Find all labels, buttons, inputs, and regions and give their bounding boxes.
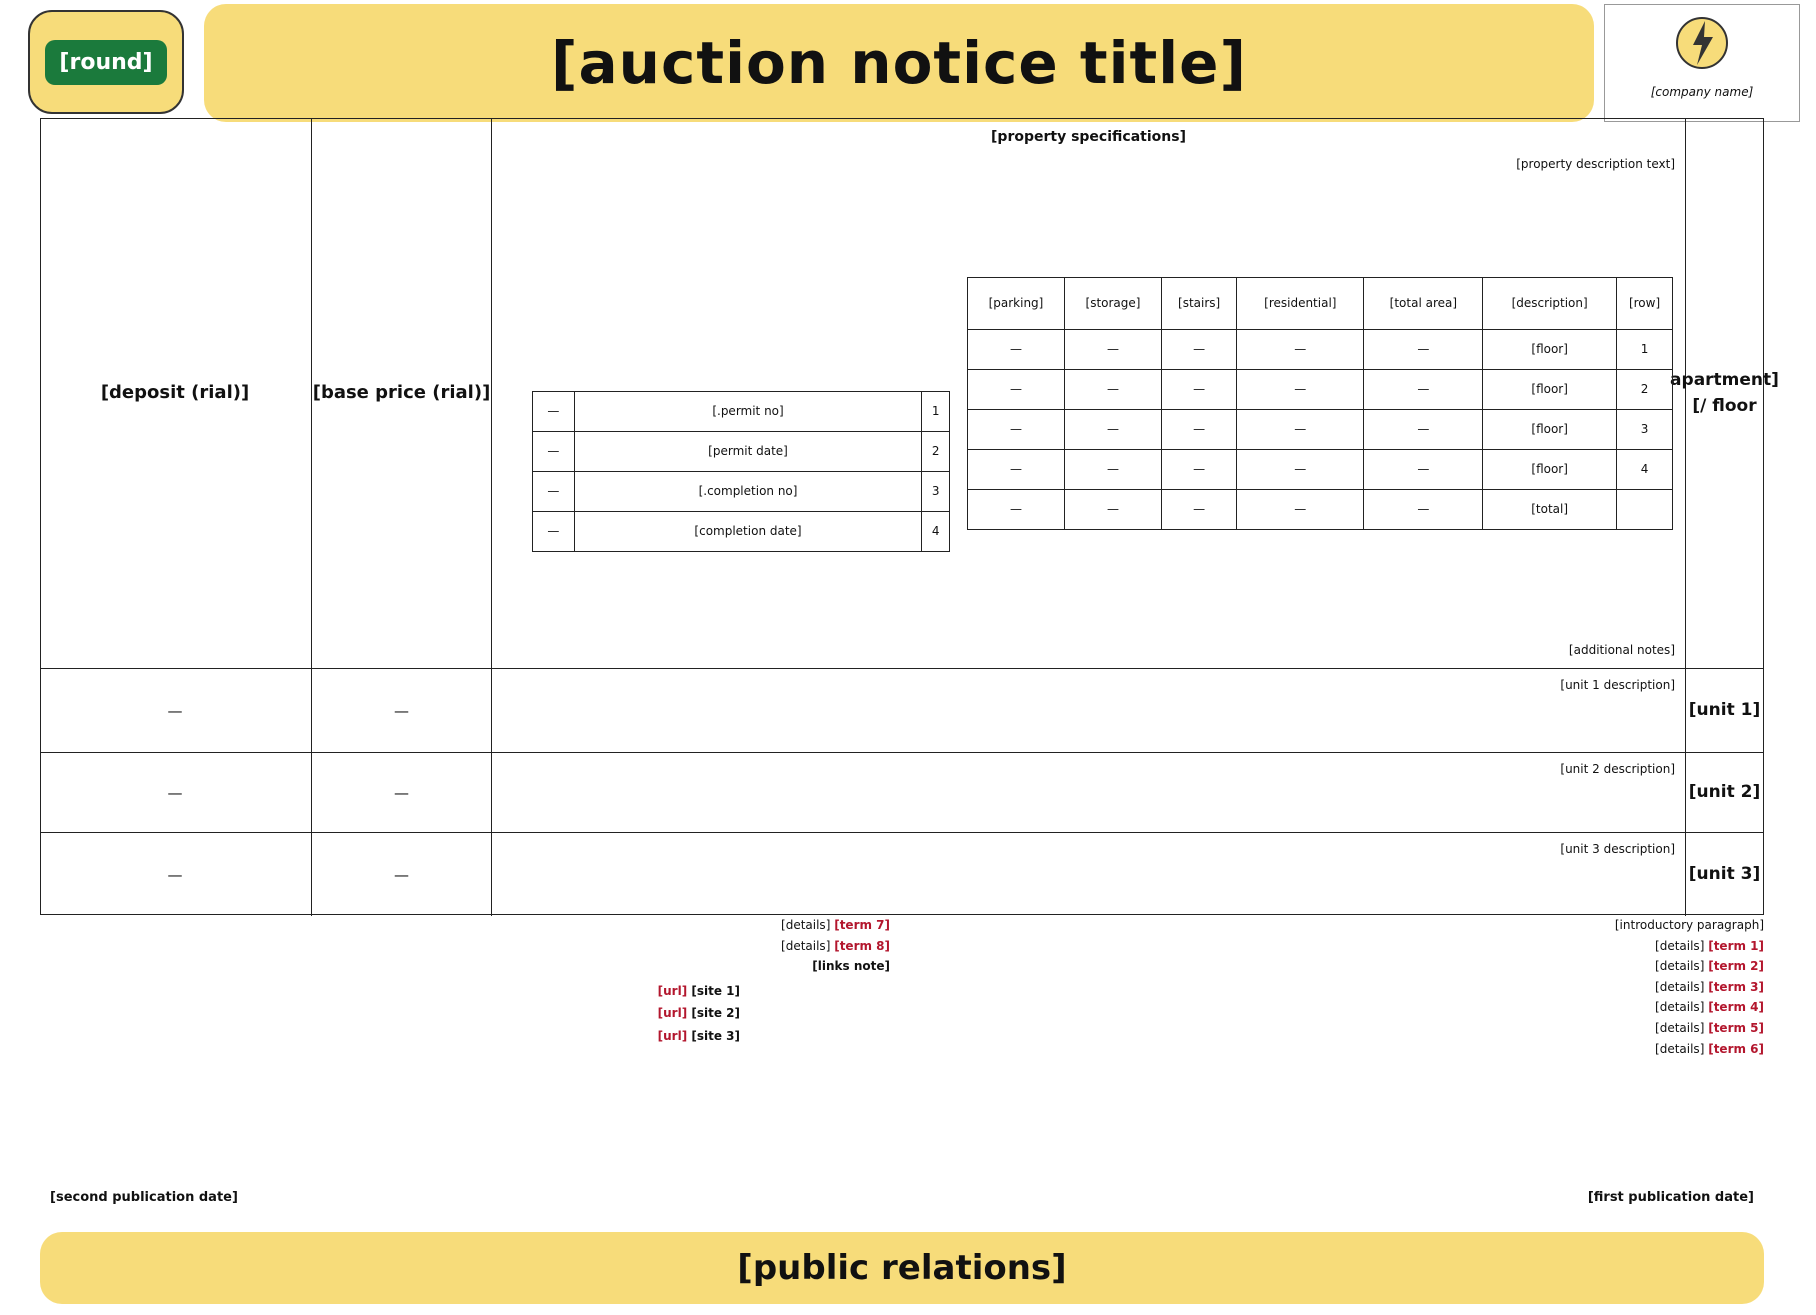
area-table-row bbox=[968, 450, 1673, 490]
footer-banner bbox=[40, 1232, 1764, 1304]
item-price: — bbox=[311, 833, 491, 916]
spec-note: [property description text] bbox=[1516, 157, 1675, 172]
type-header: [apartment / floor] bbox=[1685, 119, 1763, 668]
area-table-cell: — bbox=[1237, 490, 1364, 530]
header bbox=[28, 4, 1800, 122]
area-table-cell: — bbox=[968, 370, 1065, 410]
area-table-cell: [floor] bbox=[1483, 450, 1617, 490]
term-item: [term 7] [details] bbox=[781, 918, 890, 932]
item-desc: [unit 3 description] bbox=[491, 833, 1685, 916]
area-table-header: [storage] bbox=[1064, 278, 1161, 330]
permit-table-cell: — bbox=[533, 512, 575, 552]
logo-caption: [company name] bbox=[1650, 85, 1754, 99]
term-item: [term 5] [details] bbox=[1655, 1020, 1764, 1035]
area-table-cell: — bbox=[1364, 370, 1483, 410]
terms-section bbox=[40, 916, 1764, 1208]
area-table-cell: — bbox=[1364, 410, 1483, 450]
page-title: [auction notice title] bbox=[551, 29, 1247, 97]
footer-text: [public relations] bbox=[737, 1248, 1067, 1288]
area-table-header: [total area] bbox=[1364, 278, 1483, 330]
website-link[interactable]: [url] bbox=[657, 983, 688, 998]
auction-table bbox=[40, 118, 1779, 915]
permit-table-cell: [permit no.] bbox=[574, 392, 922, 432]
round-badge bbox=[28, 10, 184, 114]
terms-left-column bbox=[40, 916, 890, 1208]
area-table-cell: — bbox=[968, 490, 1065, 530]
item-desc: [unit 1 description] bbox=[491, 669, 1685, 752]
term-item: [term 8] [details] bbox=[781, 938, 890, 953]
permit-table-cell: 1 bbox=[922, 392, 950, 432]
area-table-cell: — bbox=[1064, 410, 1161, 450]
area-table-row bbox=[968, 410, 1673, 450]
area-table-cell: — bbox=[1162, 410, 1237, 450]
spec-footer: [additional notes] bbox=[1568, 643, 1675, 658]
area-table-row bbox=[968, 370, 1673, 410]
permit-table-cell: [completion no.] bbox=[574, 472, 922, 512]
website-link[interactable]: [url] bbox=[657, 1028, 688, 1043]
website-link[interactable]: [url] bbox=[657, 1006, 688, 1021]
link-row: [site 2] [url] bbox=[657, 1006, 740, 1021]
item-row bbox=[41, 753, 1763, 833]
area-table-cell: — bbox=[968, 410, 1065, 450]
link-row: [site 3] [url] bbox=[657, 1028, 740, 1043]
area-table-cell: — bbox=[1364, 490, 1483, 530]
company-logo bbox=[1604, 4, 1800, 122]
permit-table-row bbox=[533, 472, 950, 512]
term-item: [term 2] [details] bbox=[1655, 959, 1764, 974]
area-table-cell: [total] bbox=[1483, 490, 1617, 530]
area-table-cell: — bbox=[968, 330, 1065, 370]
term-item: [term 3] [details] bbox=[1655, 979, 1764, 994]
term-item: [term 4] [details] bbox=[1655, 1000, 1764, 1015]
area-table-cell: 4 bbox=[1617, 450, 1673, 490]
area-table-cell bbox=[1617, 490, 1673, 530]
terms-intro-text: [introductory paragraph] bbox=[1614, 918, 1764, 932]
area-table-cell: — bbox=[1064, 450, 1161, 490]
permit-table-cell: — bbox=[533, 472, 575, 512]
spec-title: [property specifications] bbox=[991, 129, 1186, 145]
item-type: [unit 3] bbox=[1685, 833, 1763, 916]
item-price: — bbox=[311, 669, 491, 752]
term-item: [term 6] [details] bbox=[1655, 1041, 1764, 1056]
permit-table bbox=[532, 391, 950, 552]
terms-intro bbox=[904, 916, 1764, 935]
terms-right-column bbox=[904, 916, 1764, 1208]
title-band bbox=[204, 4, 1594, 122]
area-table-cell: 1 bbox=[1617, 330, 1673, 370]
area-table-cell: — bbox=[1162, 450, 1237, 490]
lightning-logo-icon bbox=[1665, 13, 1739, 71]
area-table-cell: 3 bbox=[1617, 410, 1673, 450]
area-table-cell: — bbox=[1364, 450, 1483, 490]
term-item: [term 1] [details] bbox=[1655, 938, 1764, 953]
permit-table-cell: — bbox=[533, 432, 575, 472]
spec-cell bbox=[491, 119, 1685, 668]
area-table-header: [stairs] bbox=[1162, 278, 1237, 330]
permit-table-row bbox=[533, 392, 950, 432]
permit-table-cell: [completion date] bbox=[574, 512, 922, 552]
item-desc: [unit 2 description] bbox=[491, 753, 1685, 832]
second-publication: [second publication date] bbox=[50, 1189, 238, 1205]
area-table-cell: [floor] bbox=[1483, 410, 1617, 450]
area-table-header: [row] bbox=[1617, 278, 1673, 330]
deposit-header: [deposit (rial)] bbox=[100, 382, 250, 404]
area-table-header: [description] bbox=[1483, 278, 1617, 330]
permit-table-cell: — bbox=[533, 392, 575, 432]
item-deposit: — bbox=[167, 783, 183, 802]
item-type: [unit 1] bbox=[1685, 669, 1763, 752]
links-list bbox=[40, 982, 890, 1046]
permit-table-cell: 3 bbox=[922, 472, 950, 512]
item-deposit: — bbox=[167, 701, 183, 720]
area-table-cell: — bbox=[1162, 330, 1237, 370]
permit-table-cell: 4 bbox=[922, 512, 950, 552]
link-row: [site 1] [url] bbox=[657, 983, 740, 998]
header-row bbox=[41, 119, 1779, 669]
area-table-cell: — bbox=[1162, 370, 1237, 410]
area-table-cell: — bbox=[1364, 330, 1483, 370]
area-table-row bbox=[968, 330, 1673, 370]
permit-table-row bbox=[533, 512, 950, 552]
first-publication: [first publication date] bbox=[1587, 1189, 1754, 1205]
item-price: — bbox=[311, 753, 491, 832]
area-table-cell: 2 bbox=[1617, 370, 1673, 410]
area-table-cell: [floor] bbox=[1483, 330, 1617, 370]
item-row bbox=[41, 833, 1763, 916]
area-table-cell: — bbox=[1064, 330, 1161, 370]
area-table bbox=[967, 277, 1673, 530]
price-header: [base price (rial)] bbox=[311, 119, 491, 668]
area-table-cell: — bbox=[968, 450, 1065, 490]
area-table-cell: — bbox=[1064, 490, 1161, 530]
links-note: [links note] bbox=[812, 959, 890, 974]
round-badge-label: [round] bbox=[45, 40, 166, 85]
item-row bbox=[41, 669, 1763, 753]
permit-table-cell: [permit date] bbox=[574, 432, 922, 472]
area-table-cell: — bbox=[1162, 490, 1237, 530]
area-table-cell: — bbox=[1064, 370, 1161, 410]
permit-table-row bbox=[533, 432, 950, 472]
area-table-row bbox=[968, 490, 1673, 530]
area-table-cell: — bbox=[1237, 410, 1364, 450]
item-type: [unit 2] bbox=[1685, 753, 1763, 832]
permit-table-cell: 2 bbox=[922, 432, 950, 472]
publication-dates bbox=[40, 1188, 1764, 1208]
area-table-header: [residential] bbox=[1237, 278, 1364, 330]
area-table-cell: — bbox=[1237, 450, 1364, 490]
area-table-cell: — bbox=[1237, 370, 1364, 410]
area-table-cell: [floor] bbox=[1483, 370, 1617, 410]
item-deposit: — bbox=[167, 865, 183, 884]
area-table-header: [parking] bbox=[968, 278, 1065, 330]
area-table-cell: — bbox=[1237, 330, 1364, 370]
